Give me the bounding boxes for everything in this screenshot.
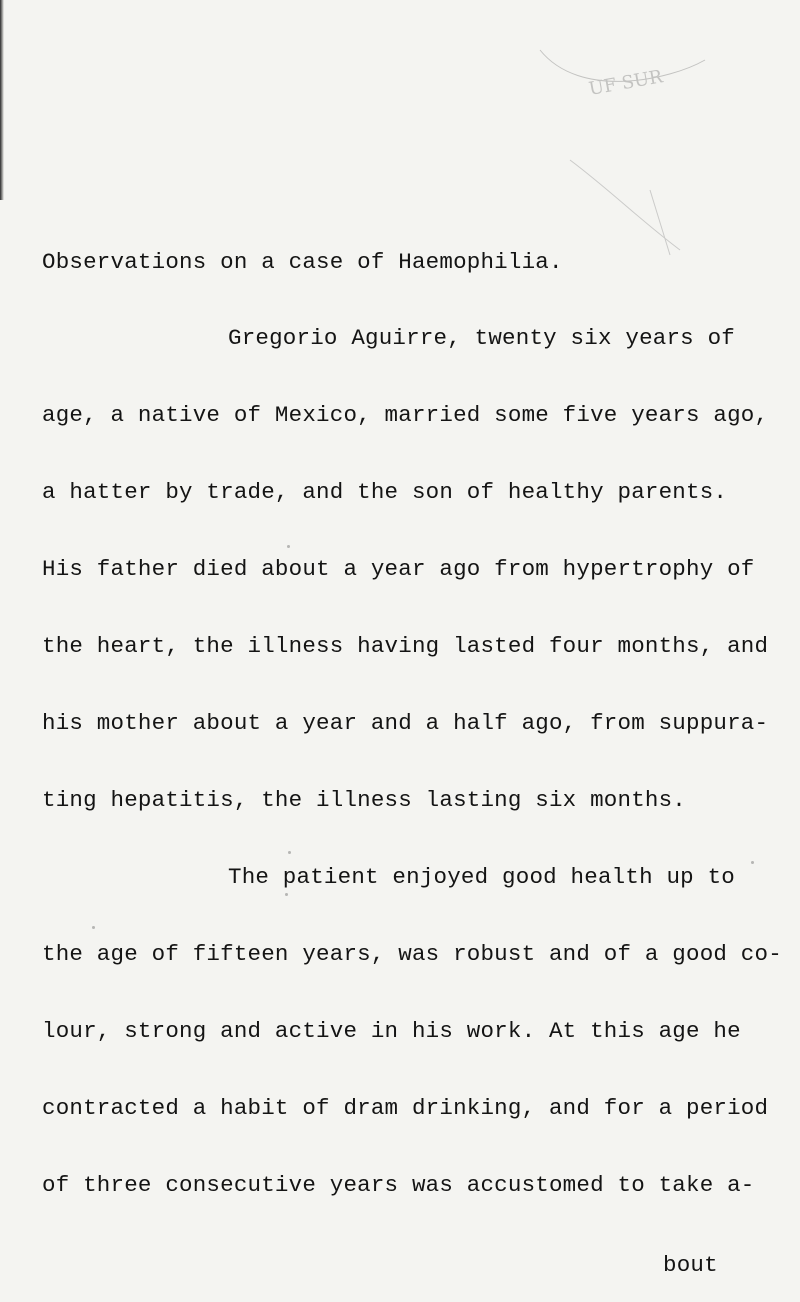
text-line: of three consecutive years was accustomed to take a- bbox=[42, 1172, 755, 1198]
text-line: the heart, the illness having lasted four months, and bbox=[42, 633, 769, 659]
text-line: Gregorio Aguirre, twenty six years of bbox=[228, 325, 735, 351]
text-line: lour, strong and active in his work. At this age he bbox=[42, 1018, 741, 1044]
paper-speck bbox=[287, 545, 290, 548]
catchword: bout bbox=[663, 1252, 718, 1278]
text-line: ting hepatitis, the illness lasting six months. bbox=[42, 787, 687, 813]
text-line: The patient enjoyed good health up to bbox=[228, 864, 735, 890]
paper-speck bbox=[751, 861, 754, 864]
paper-speck bbox=[288, 851, 291, 854]
paper-speck bbox=[285, 893, 288, 896]
svg-text:UF SUR: UF SUR bbox=[587, 66, 665, 100]
document-title: Observations on a case of Haemophilia. bbox=[42, 249, 563, 275]
text-line: his mother about a year and a half ago, from suppura- bbox=[42, 710, 769, 736]
text-line: the age of fifteen years, was robust and of a good co- bbox=[42, 941, 782, 967]
text-line: contracted a habit of dram drinking, and for a period bbox=[42, 1095, 769, 1121]
text-line: a hatter by trade, and the son of healthy parents. bbox=[42, 479, 728, 505]
page-edge-shadow bbox=[0, 0, 4, 200]
text-line: His father died about a year ago from hypertrophy of bbox=[42, 556, 755, 582]
paper-speck bbox=[92, 926, 95, 929]
library-stamp bbox=[520, 40, 720, 260]
text-line: age, a native of Mexico, married some five years ago, bbox=[42, 402, 769, 428]
